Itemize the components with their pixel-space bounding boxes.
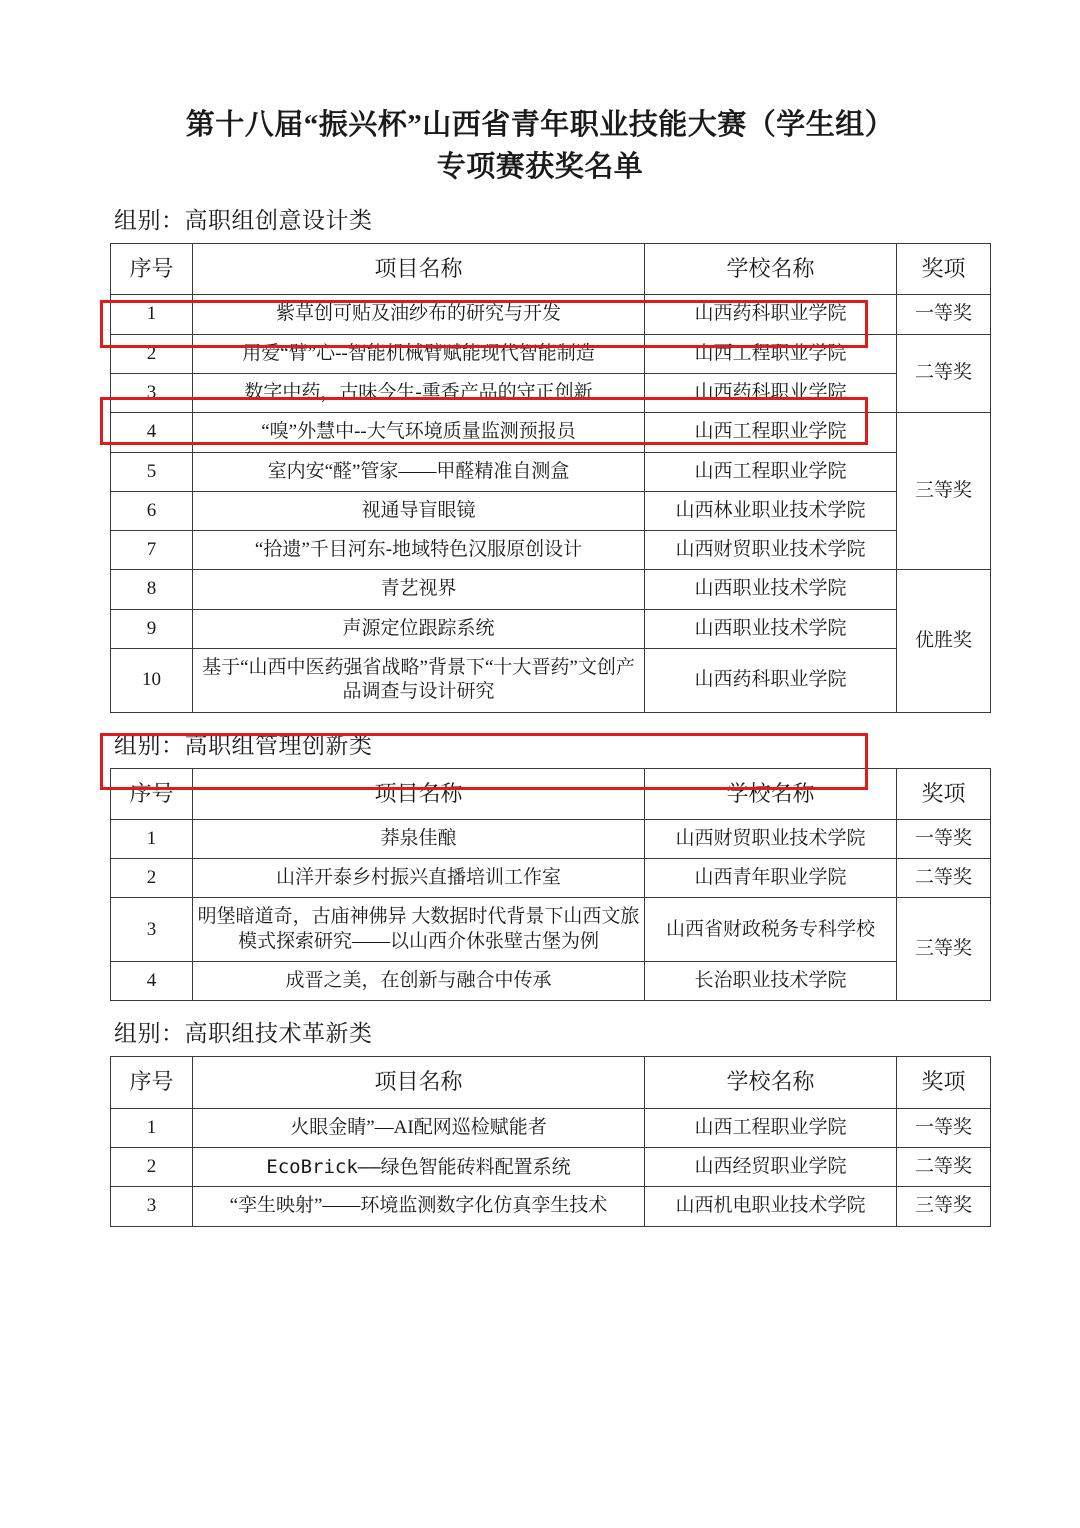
cell-school: 山西青年职业学院 <box>645 859 897 898</box>
cell-project: 用爱“臂”心--智能机械臂赋能现代智能制造 <box>193 334 645 373</box>
award-table-1 <box>110 243 991 713</box>
cell-no: 5 <box>111 452 193 491</box>
table-header-row <box>111 768 991 819</box>
column-header-project: 项目名称 <box>193 244 645 295</box>
table-row <box>111 1187 991 1226</box>
column-header-award: 奖项 <box>897 1057 991 1108</box>
cell-no: 7 <box>111 531 193 570</box>
cell-no: 3 <box>111 898 193 962</box>
cell-school: 山西职业技术学院 <box>645 609 897 648</box>
section-label-1: 组别：高职组创意设计类 <box>114 208 373 234</box>
cell-school: 山西省财政税务专科学校 <box>645 898 897 962</box>
cell-project: 成晋之美，在创新与融合中传承 <box>193 962 645 1001</box>
cell-school: 山西工程职业学院 <box>645 452 897 491</box>
cell-award: 一等奖 <box>897 819 991 858</box>
table-row <box>111 334 991 373</box>
table-row <box>111 570 991 609</box>
cell-project: “拾遗”千目河东-地域特色汉服原创设计 <box>193 531 645 570</box>
table-row <box>111 819 991 858</box>
cell-school: 山西工程职业学院 <box>645 1108 897 1147</box>
table-row <box>111 1108 991 1147</box>
cell-project: “孪生映射”——环境监测数字化仿真孪生技术 <box>193 1187 645 1226</box>
cell-school: 山西财贸职业技术学院 <box>645 819 897 858</box>
cell-project: “嗅”外慧中--大气环境质量监测预报员 <box>193 413 645 452</box>
cell-no: 1 <box>111 295 193 334</box>
cell-project: 声源定位跟踪系统 <box>193 609 645 648</box>
cell-project: 视通导盲眼镜 <box>193 491 645 530</box>
cell-school: 山西机电职业技术学院 <box>645 1187 897 1226</box>
section-label-2: 组别：高职组管理创新类 <box>114 732 373 758</box>
cell-award: 三等奖 <box>897 1187 991 1226</box>
cell-project: 火眼金睛”—AI配网巡检赋能者 <box>193 1108 645 1147</box>
cell-award: 二等奖 <box>897 1147 991 1186</box>
cell-project: 数字中药，古味今生-熏香产品的守正创新 <box>193 373 645 412</box>
column-header-no: 序号 <box>111 244 193 295</box>
page-title <box>96 104 984 188</box>
cell-no: 9 <box>111 609 193 648</box>
column-header-no: 序号 <box>111 1057 193 1108</box>
cell-project: 青艺视界 <box>193 570 645 609</box>
table-row <box>111 491 991 530</box>
cell-project: 明堡暗道奇，古庙神佛异 大数据时代背景下山西文旅模式探索研究——以山西介休张壁古堡为例 <box>193 898 645 962</box>
table-row <box>111 898 991 962</box>
table-header-row <box>111 244 991 295</box>
cell-no: 4 <box>111 962 193 1001</box>
table-row <box>111 859 991 898</box>
page-title-line1: 第十八届“振兴杯”山西省青年职业技能大赛（学生组） <box>185 109 895 141</box>
column-header-award: 奖项 <box>897 244 991 295</box>
cell-no: 3 <box>111 1187 193 1226</box>
table-row <box>111 531 991 570</box>
cell-no: 2 <box>111 1147 193 1186</box>
cell-school: 山西职业技术学院 <box>645 570 897 609</box>
column-header-award: 奖项 <box>897 768 991 819</box>
cell-award: 三等奖 <box>897 898 991 1001</box>
cell-award: 二等奖 <box>897 334 991 413</box>
column-header-no: 序号 <box>111 768 193 819</box>
cell-school: 山西药科职业学院 <box>645 373 897 412</box>
cell-no: 6 <box>111 491 193 530</box>
cell-award: 一等奖 <box>897 1108 991 1147</box>
award-table-2 <box>110 768 991 1002</box>
table-row <box>111 373 991 412</box>
cell-no: 1 <box>111 1108 193 1147</box>
table-row <box>111 962 991 1001</box>
cell-project: 室内安“醛”管家——甲醛精准自测盒 <box>193 452 645 491</box>
cell-award: 二等奖 <box>897 859 991 898</box>
column-header-school: 学校名称 <box>645 768 897 819</box>
cell-award: 三等奖 <box>897 413 991 570</box>
cell-project: 莽泉佳酿 <box>193 819 645 858</box>
cell-no: 2 <box>111 334 193 373</box>
cell-school: 山西药科职业学院 <box>645 295 897 334</box>
cell-project: 基于“山西中医药强省战略”背景下“十大晋药”文创产品调查与设计研究 <box>193 649 645 713</box>
award-table-3 <box>110 1056 991 1226</box>
column-header-school: 学校名称 <box>645 1057 897 1108</box>
cell-project: 紫草创可贴及油纱布的研究与开发 <box>193 295 645 334</box>
cell-award: 一等奖 <box>897 295 991 334</box>
cell-school: 长治职业技术学院 <box>645 962 897 1001</box>
table-row <box>111 295 991 334</box>
cell-award: 优胜奖 <box>897 570 991 712</box>
cell-no: 3 <box>111 373 193 412</box>
table-row <box>111 413 991 452</box>
column-header-school: 学校名称 <box>645 244 897 295</box>
page-title-line2: 专项赛获奖名单 <box>436 151 644 184</box>
cell-project: 山洋开泰乡村振兴直播培训工作室 <box>193 859 645 898</box>
cell-school: 山西林业职业技术学院 <box>645 491 897 530</box>
column-header-project: 项目名称 <box>193 1057 645 1108</box>
table-row <box>111 609 991 648</box>
table-header-row <box>111 1057 991 1108</box>
cell-no: 4 <box>111 413 193 452</box>
table-row <box>111 649 991 713</box>
cell-school: 山西经贸职业学院 <box>645 1147 897 1186</box>
table-row <box>111 1147 991 1186</box>
cell-school: 山西药科职业学院 <box>645 649 897 713</box>
cell-no: 10 <box>111 649 193 713</box>
cell-school: 山西财贸职业技术学院 <box>645 531 897 570</box>
cell-project: EcoBrick——绿色智能砖料配置系统 <box>193 1147 645 1186</box>
cell-school: 山西工程职业学院 <box>645 413 897 452</box>
cell-no: 1 <box>111 819 193 858</box>
cell-school: 山西工程职业学院 <box>645 334 897 373</box>
table-row <box>111 452 991 491</box>
cell-no: 8 <box>111 570 193 609</box>
column-header-project: 项目名称 <box>193 768 645 819</box>
section-label-3: 组别：高职组技术革新类 <box>114 1021 373 1047</box>
cell-no: 2 <box>111 859 193 898</box>
